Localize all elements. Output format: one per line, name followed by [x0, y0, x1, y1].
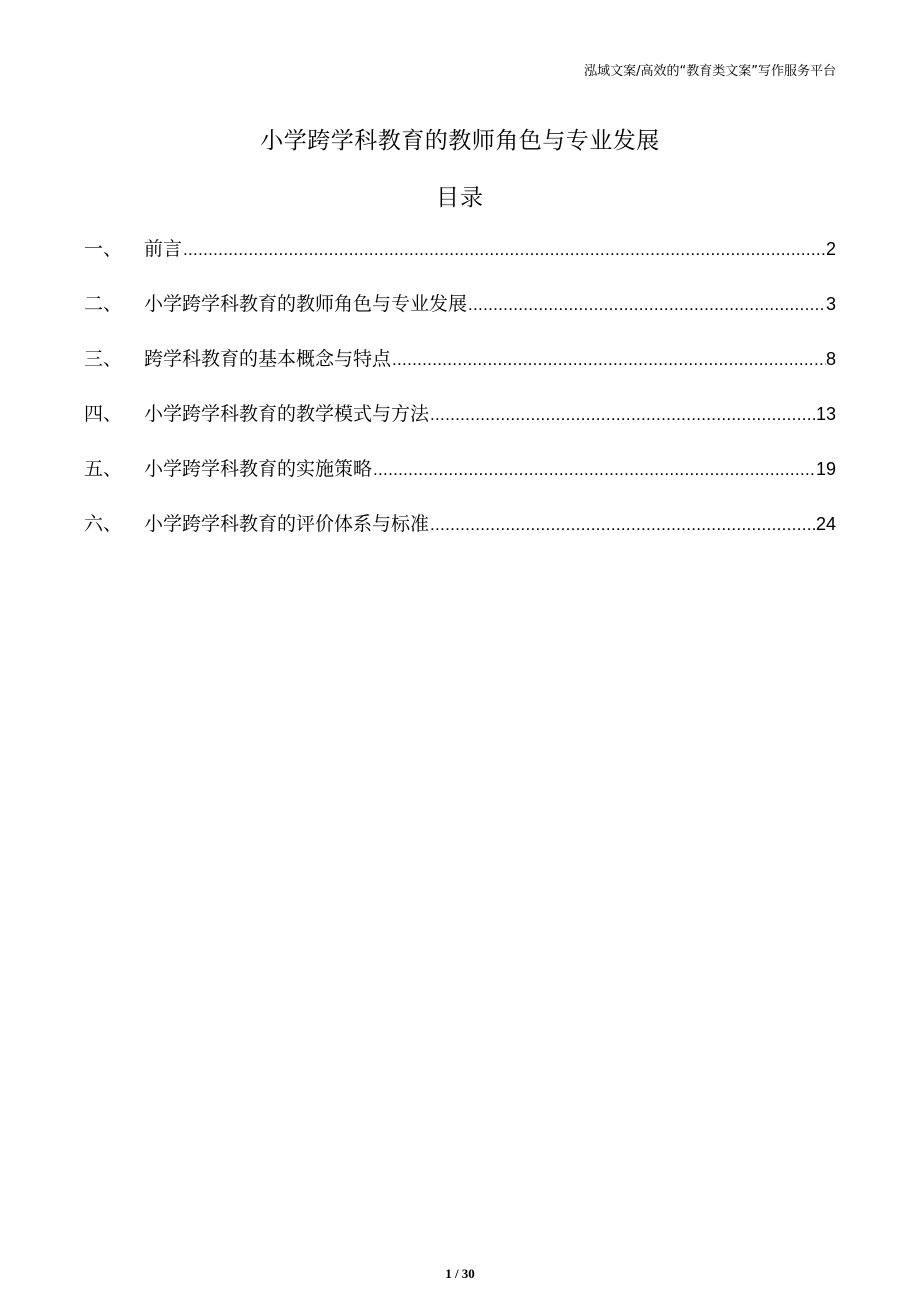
toc-entry-3[interactable]	[84, 344, 836, 399]
toc-dot-leader	[372, 460, 816, 480]
toc-dot-leader	[429, 405, 816, 425]
toc-entry-number: 三、	[84, 348, 123, 370]
toc-entry-text: 小学跨学科教育的教学模式与方法	[144, 403, 430, 425]
page-header: 泓域文案/高效的“教育类文案”写作服务平台	[584, 64, 836, 79]
page-number-footer: 1 / 30	[445, 1266, 475, 1281]
toc-entry-page: 2	[825, 239, 836, 259]
toc-entry-5[interactable]	[84, 454, 836, 509]
toc-entry-page: 19	[815, 459, 836, 479]
toc-dot-leader	[182, 240, 826, 260]
toc-entry-text: 前言	[144, 238, 183, 260]
toc-entry-number: 五、	[84, 458, 123, 480]
toc-entry-page: 3	[825, 294, 836, 314]
toc-entry-number: 四、	[84, 403, 123, 425]
toc-entry-number: 一、	[84, 238, 123, 260]
toc-entry-text: 小学跨学科教育的教师角色与专业发展	[144, 293, 468, 315]
toc-entry-6[interactable]	[84, 509, 836, 564]
document-title: 小学跨学科教育的教师角色与专业发展	[260, 128, 660, 154]
toc-dot-leader	[429, 515, 816, 535]
toc-dot-leader	[391, 350, 826, 370]
toc-entry-page: 24	[815, 514, 836, 534]
toc-entry-text: 小学跨学科教育的实施策略	[144, 458, 373, 480]
toc-entry-page: 13	[815, 404, 836, 424]
toc-dot-leader	[467, 295, 826, 315]
toc-entry-4[interactable]	[84, 399, 836, 454]
toc-entry-1[interactable]	[84, 234, 836, 289]
toc-heading: 目录	[436, 185, 484, 211]
table-of-contents	[84, 234, 836, 564]
toc-entry-2[interactable]	[84, 289, 836, 344]
toc-entry-page: 8	[825, 349, 836, 369]
toc-entry-text: 小学跨学科教育的评价体系与标准	[144, 513, 430, 535]
toc-entry-number: 六、	[84, 513, 123, 535]
toc-entry-number: 二、	[84, 293, 123, 315]
toc-entry-text: 跨学科教育的基本概念与特点	[144, 348, 392, 370]
